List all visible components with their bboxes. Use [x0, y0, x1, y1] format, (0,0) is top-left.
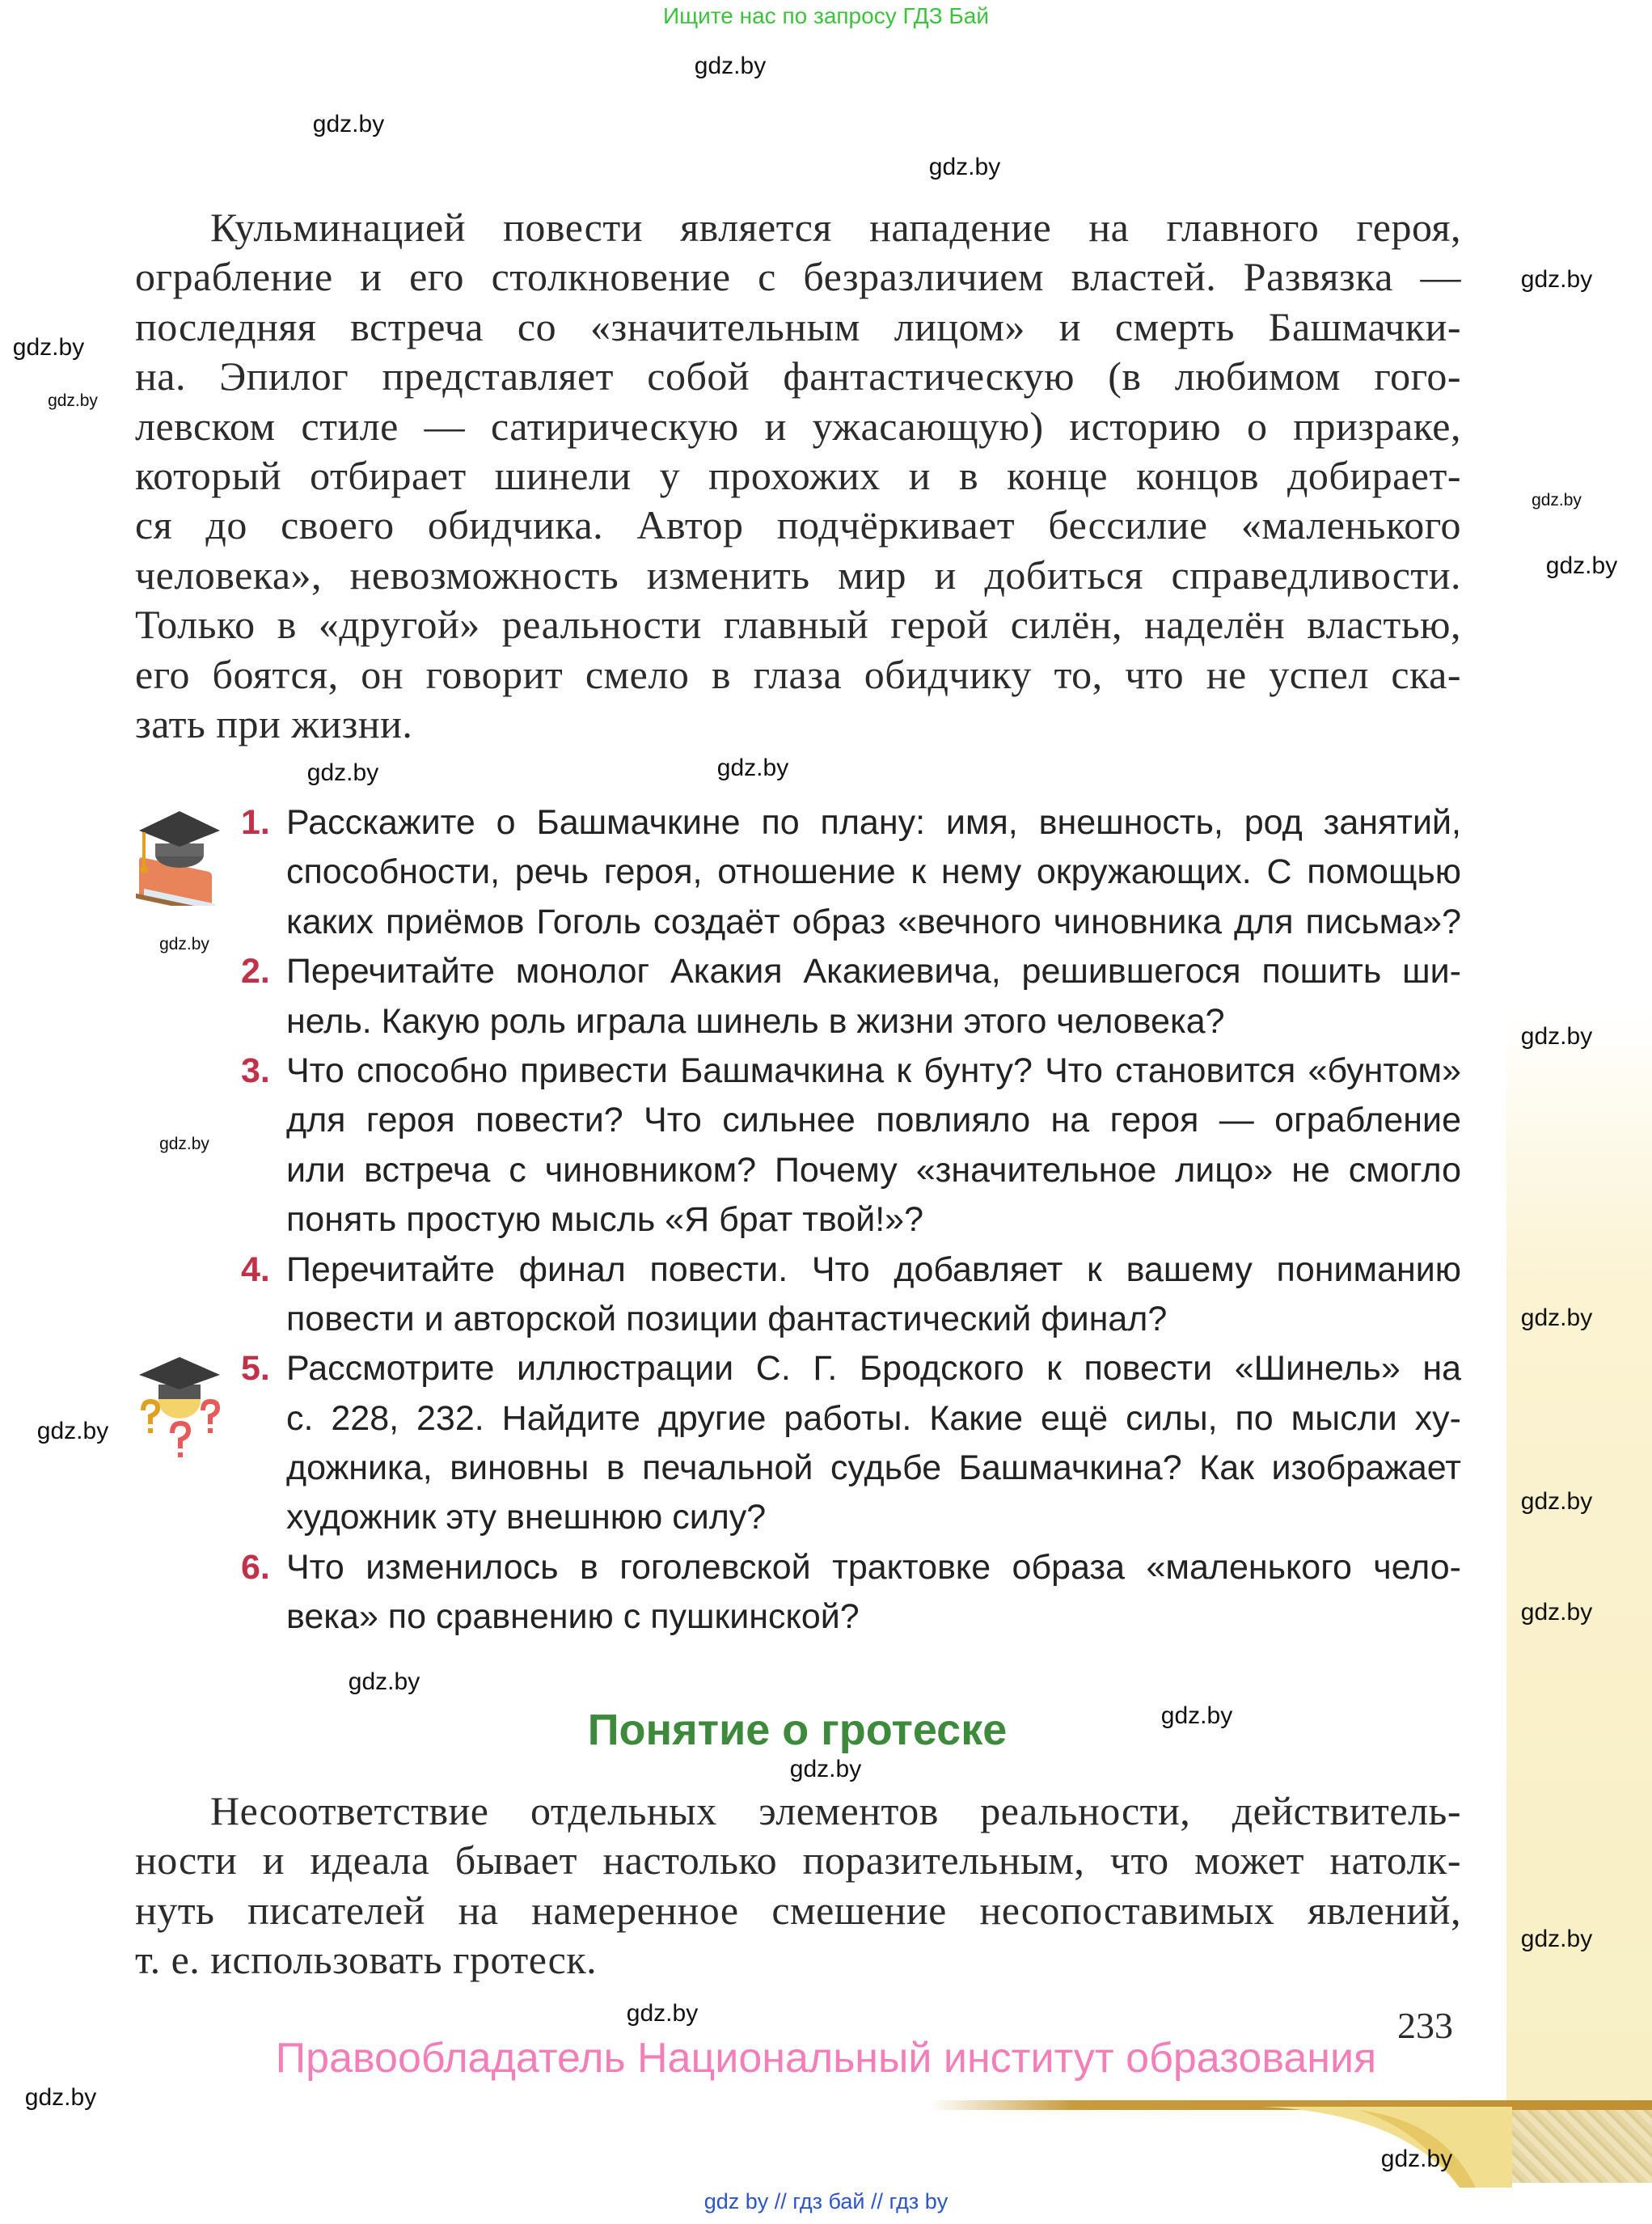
- text-line: способности, речь героя, отношение к нему окружающих. С помощью: [286, 852, 1461, 892]
- question-item: [241, 947, 1461, 1046]
- watermark: gdz.by: [1520, 1926, 1593, 1952]
- text-line: Кульминацией повести является нападение на главного героя,: [210, 205, 1461, 250]
- page-number: 233: [1397, 2005, 1453, 2046]
- graduation-cap-books-icon: [129, 805, 230, 906]
- watermark: gdz.by: [36, 1418, 109, 1444]
- question-item: [241, 1543, 1461, 1643]
- text-line: нуть писателей на намеренное смешение несопоставимых явлений,: [135, 1887, 1461, 1933]
- text-line: Несоответствие отдельных элементов реальности, действитель-: [210, 1788, 1461, 1833]
- text-line: ся до своего обидчика. Автор подчёркивает бессилие «маленького: [135, 502, 1461, 548]
- text-line: ности и идеала бывает настолько поразительным, что может натолк-: [135, 1837, 1461, 1884]
- watermark: gdz.by: [24, 2084, 97, 2111]
- text-line: человека», невозможность изменить мир и добиться справедливости.: [135, 552, 1461, 598]
- text-line: художник эту внешнюю силу?: [286, 1498, 767, 1537]
- questions-list: [241, 798, 1461, 1643]
- watermark: gdz.by: [12, 334, 85, 361]
- text-line: зать при жизни.: [135, 700, 413, 746]
- text-line: для героя повести? Что сильнее повлияло на героя — ограбление: [286, 1101, 1461, 1140]
- text-line: Рассмотрите иллюстрации С. Г. Бродского к повести «Шинель» на: [286, 1349, 1461, 1389]
- text-line: века» по сравнению с пушкинской?: [286, 1597, 860, 1637]
- watermark: gdz.by: [348, 1668, 420, 1695]
- watermark: gdz.by: [1520, 1023, 1593, 1050]
- watermark: gdz.by: [928, 154, 1001, 180]
- text-line: или встреча с чиновником? Почему «значительное лицо» не смогло: [286, 1150, 1461, 1190]
- text-line: Только в «другой» реальности главный герой силён, наделён властью,: [135, 602, 1461, 648]
- watermark: gdz.by: [306, 759, 379, 786]
- text-line: каких приёмов Гоголь создаёт образ «вечного чиновника для письма»?: [286, 902, 1461, 941]
- watermark: gdz.by: [1520, 1599, 1593, 1626]
- text-line: т. е. использовать гротеск.: [135, 1937, 598, 1983]
- text-line: его боятся, он говорит смело в глаза обидчику то, что не успел ска-: [135, 651, 1461, 697]
- paragraph-grotesque: [135, 1787, 1461, 1986]
- watermark: gdz.by: [1532, 491, 1582, 509]
- text-line: понять простую мысль «Я брат твой!»?: [286, 1200, 924, 1240]
- text-line: нель. Какую роль играла шинель в жизни этого человека?: [286, 1001, 1225, 1041]
- text-line: дожника, виновны в печальной судьбе Башмачкина? Как изображает: [286, 1448, 1461, 1488]
- question-number: 3.: [241, 1051, 270, 1090]
- watermark: gdz.by: [1380, 2146, 1453, 2172]
- search-hint[interactable]: Ищите нас по запросу ГДЗ Бай: [662, 3, 990, 28]
- watermark: gdz.by: [789, 1756, 862, 1782]
- question-item: [241, 1344, 1461, 1543]
- watermark: gdz.by: [694, 53, 767, 79]
- graduation-cap-question-icon: [129, 1352, 230, 1461]
- watermark: gdz.by: [716, 755, 789, 781]
- watermark: gdz.by: [1545, 552, 1618, 579]
- paragraph-climax: [135, 203, 1461, 749]
- text-line: последняя встреча со «значительным лицом» и смерть Башмачки-: [135, 303, 1461, 349]
- text-line: Что изменилось в гоголевской трактовке образа «маленького чело-: [286, 1547, 1461, 1587]
- watermark: gdz.by: [1520, 266, 1593, 293]
- watermark: gdz.by: [159, 935, 209, 953]
- watermark: gdz.by: [626, 2000, 699, 2027]
- watermark: gdz.by: [1160, 1702, 1233, 1729]
- decorative-texture: [1506, 2110, 1652, 2183]
- section-heading: Понятие о гротеске: [587, 1706, 1008, 1754]
- text-line: который отбирает шинели у прохожих и в конце концов добирает-: [135, 452, 1461, 498]
- rights-holder-note: Правообладатель Национальный институт образования: [275, 2035, 1377, 2082]
- text-line: Что способно привести Башмачкина к бунту? Что становится «бунтом»: [286, 1051, 1461, 1090]
- watermark: gdz.by: [1520, 1304, 1593, 1331]
- question-number: 2.: [241, 952, 270, 991]
- question-number: 4.: [241, 1249, 270, 1289]
- text-line: на. Эпилог представляет собой фантастическую (в любимом гого-: [135, 353, 1461, 400]
- question-item: [241, 1046, 1461, 1245]
- text-line: с. 228, 232. Найдите другие работы. Какие ещё силы, по мысли ху-: [286, 1398, 1461, 1438]
- watermark: gdz.by: [48, 391, 98, 410]
- question-number: 5.: [241, 1349, 270, 1389]
- question-number: 6.: [241, 1547, 270, 1587]
- question-item: [241, 1245, 1461, 1345]
- question-item: [241, 798, 1461, 947]
- text-line: левском стиле — сатирическую и ужасающую) историю о призраке,: [135, 403, 1461, 449]
- watermark: gdz.by: [1520, 1488, 1593, 1515]
- watermark: gdz.by: [312, 111, 385, 137]
- text-line: Перечитайте монолог Акакия Акакиевича, решившегося пошить ши-: [286, 952, 1461, 991]
- question-number: 1.: [241, 803, 270, 842]
- text-line: Расскажите о Башмачкине по плану: имя, внешность, род занятий,: [286, 803, 1461, 842]
- text-line: ограбление и его столкновение с безразличием властей. Развязка —: [135, 254, 1461, 300]
- footer-links[interactable]: gdz by // гдз бай // гдз by: [703, 2189, 949, 2213]
- watermark: gdz.by: [159, 1135, 209, 1153]
- text-line: Перечитайте финал повести. Что добавляет к вашему пониманию: [286, 1249, 1461, 1289]
- text-line: повести и авторской позиции фантастический финал?: [286, 1299, 1168, 1338]
